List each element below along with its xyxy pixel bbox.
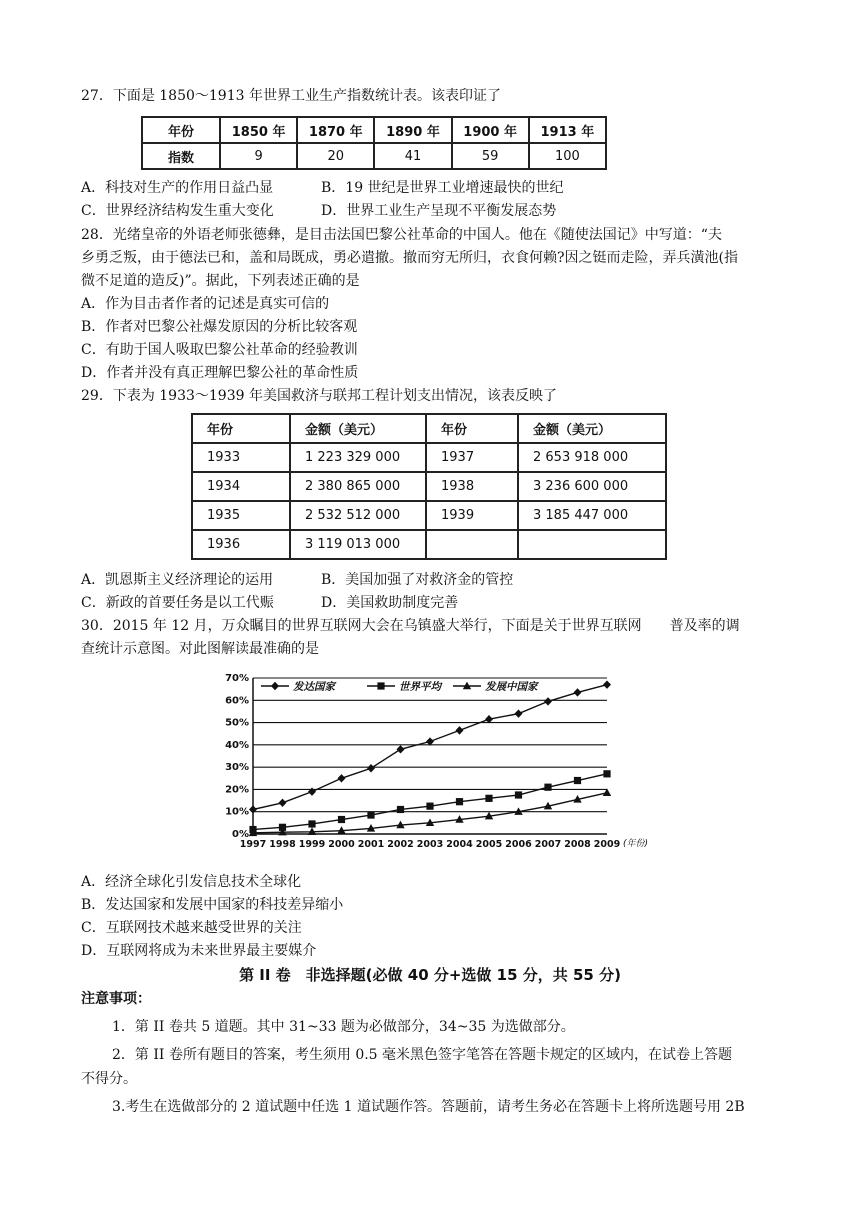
y-tick-label: 0% xyxy=(232,829,249,840)
table-cell: 1 223 329 000 xyxy=(290,443,426,472)
table-cell: 9 xyxy=(220,143,297,169)
series-line xyxy=(253,793,607,833)
x-tick-label: 2005 xyxy=(475,839,503,850)
y-tick-label: 30% xyxy=(225,762,249,774)
q27-option-d[interactable]: D．世界工业生产呈现不平衡发展态势 xyxy=(321,203,557,219)
legend-label: 发展中国家 xyxy=(485,681,538,693)
data-point xyxy=(515,709,523,717)
chart-legend xyxy=(261,680,540,693)
q30-option-c[interactable]: C．互联网技术越来越受世界的关注 xyxy=(81,920,302,936)
data-point xyxy=(603,770,610,777)
x-tick-label: 2003 xyxy=(416,839,444,850)
q30-option-d[interactable]: D．互联网将成为未来世界最主要媒介 xyxy=(81,943,317,959)
x-tick-label: 2001 xyxy=(357,839,385,850)
y-tick-label: 40% xyxy=(225,739,249,751)
table-header-cell: 1913 年 xyxy=(529,117,606,143)
q27-table xyxy=(141,116,607,170)
y-tick-label: 10% xyxy=(225,806,249,818)
table-row xyxy=(192,501,666,530)
table-row xyxy=(192,443,666,472)
q28-stem-line-3: 微不足道的造反)”。据此，下列表述正确的是 xyxy=(81,273,360,289)
table-cell: 20 xyxy=(297,143,374,169)
q27-stem: 27．下面是 1850～1913 年世界工业生产指数统计表。该表印证了 xyxy=(81,88,501,104)
q29-options-row-1 xyxy=(81,570,513,590)
notice-label: 注意事项： xyxy=(81,991,151,1007)
table-cell xyxy=(426,530,518,559)
table-cell xyxy=(518,530,666,559)
table-cell: 1938 xyxy=(426,472,518,501)
q28-option-d[interactable]: D．作者并没有真正理解巴黎公社的革命性质 xyxy=(81,365,359,381)
x-tick-label: 1997 xyxy=(239,839,267,850)
x-tick-label: 2000 xyxy=(328,839,355,850)
x-tick-label: 1999 xyxy=(298,839,326,850)
q30-stem-line-2: 查统计示意图。对此图解读最准确的是 xyxy=(81,641,319,657)
data-point xyxy=(377,682,384,689)
notice-item-2: 2．第 II 卷所有题目的答案，考生须用 0.5 毫米黑色签字笔答在答题卡规定的区域内，在试卷上答题 xyxy=(112,1047,733,1063)
table-header-cell: 金额（美元） xyxy=(290,414,426,443)
table-cell: 1933 xyxy=(192,443,290,472)
data-point xyxy=(338,816,345,823)
table-header-cell: 1890 年 xyxy=(374,117,451,143)
data-point xyxy=(544,784,551,791)
data-point xyxy=(308,787,316,795)
notice-item-1: 1．第 II 卷共 5 道题。其中 31~33 题为必做部分，34~35 为选做部分。 xyxy=(112,1019,575,1035)
internet-penetration-chart xyxy=(215,668,655,854)
table-cell: 1936 xyxy=(192,530,290,559)
table-cell: 1935 xyxy=(192,501,290,530)
data-point xyxy=(574,688,582,696)
table-header-cell: 年份 xyxy=(192,414,290,443)
x-tick-label: 1998 xyxy=(269,839,296,850)
data-point xyxy=(485,795,492,802)
data-point xyxy=(574,777,581,784)
y-tick-label: 50% xyxy=(225,717,249,729)
q27-options-row-2 xyxy=(81,201,556,221)
table-cell: 1939 xyxy=(426,501,518,530)
x-tick-label: 2009 xyxy=(593,839,621,850)
q29-option-b[interactable]: B．美国加强了对救济金的管控 xyxy=(321,572,514,588)
q27-option-a[interactable]: A．科技对生产的作用日益凸显 xyxy=(81,180,274,196)
q28-stem-line-2: 乡勇乏叛，由于德法已和，盖和局既成，勇必遣撤。撤而穷无所归，衣食何赖?因之铤而走险，弄兵潢池(指 xyxy=(81,250,738,266)
table-cell: 41 xyxy=(374,143,451,169)
data-point xyxy=(456,726,464,734)
q29-option-c[interactable]: C．新政的首要任务是以工代赈 xyxy=(81,595,274,611)
legend-item xyxy=(367,680,443,693)
x-tick-label: 2002 xyxy=(387,839,414,850)
table-row xyxy=(192,530,666,559)
q29-option-d[interactable]: D．美国救助制度完善 xyxy=(321,595,459,611)
table-header-cell: 1870 年 xyxy=(297,117,374,143)
q30-option-b[interactable]: B．发达国家和发展中国家的科技差异缩小 xyxy=(81,897,344,913)
data-point xyxy=(515,791,522,798)
table-cell: 3 236 600 000 xyxy=(518,472,666,501)
data-point xyxy=(367,811,374,818)
x-tick-label: 2008 xyxy=(564,839,591,850)
q29-stem: 29．下表为 1933～1939 年美国救济与联邦工程计划支出情况，该表反映了 xyxy=(81,388,557,404)
q28-stem-line-1: 28．光绪皇帝的外语老师张德彝，是目击法国巴黎公社革命的中国人。他在《随使法国记》中写道：“夫 xyxy=(81,227,722,243)
table-cell: 指数 xyxy=(142,143,220,169)
q29-options-row-2 xyxy=(81,593,458,613)
q27-option-c[interactable]: C．世界经济结构发生重大变化 xyxy=(81,203,274,219)
data-point xyxy=(308,820,315,827)
data-point xyxy=(338,774,346,782)
data-point xyxy=(249,805,257,813)
data-point xyxy=(426,803,433,810)
q28-option-c[interactable]: C．有助于国人吸取巴黎公社革命的经验教训 xyxy=(81,342,358,358)
data-point xyxy=(603,680,611,688)
table-header-cell: 金额（美元） xyxy=(518,414,666,443)
data-point xyxy=(544,697,552,705)
y-axis-ticks xyxy=(225,673,249,840)
y-tick-label: 60% xyxy=(225,695,249,707)
table-cell: 3 119 013 000 xyxy=(290,530,426,559)
table-header-cell: 1850 年 xyxy=(220,117,297,143)
table-cell: 100 xyxy=(529,143,606,169)
table-row xyxy=(142,143,606,169)
table-header-cell: 年份 xyxy=(426,414,518,443)
section-2-title: 第 II 卷 非选择题(必做 40 分+选做 15 分，共 55 分) xyxy=(239,966,621,984)
x-axis-ticks xyxy=(240,839,620,850)
table-row xyxy=(192,472,666,501)
x-tick-label: 2006 xyxy=(505,839,532,850)
table-cell: 2 653 918 000 xyxy=(518,443,666,472)
x-tick-label: 2007 xyxy=(534,839,562,850)
legend-item xyxy=(453,680,540,693)
notice-item-3: 3.考生在选做部分的 2 道试题中任选 1 道试题作答。答题前，请考生务必在答题卡上将所选题号用 2B xyxy=(112,1099,745,1115)
y-tick-label: 70% xyxy=(225,673,249,684)
series-line xyxy=(253,685,607,810)
data-point xyxy=(397,745,405,753)
legend-item xyxy=(261,680,337,693)
q27-option-b[interactable]: B．19 世纪是世界工业增速最快的世纪 xyxy=(321,180,564,196)
data-point xyxy=(456,798,463,805)
data-point xyxy=(271,682,279,690)
legend-label: 发达国家 xyxy=(293,681,335,693)
table-row xyxy=(192,414,666,443)
table-header-cell: 年份 xyxy=(142,117,220,143)
q30-stem-line-1: 30．2015 年 12 月，万众瞩目的世界互联网大会在乌镇盛大举行，下面是关于世界互联网 普及率的调 xyxy=(81,618,740,634)
data-point xyxy=(397,806,404,813)
legend-label: 世界平均 xyxy=(399,681,441,693)
y-tick-label: 20% xyxy=(225,784,249,796)
table-cell: 1937 xyxy=(426,443,518,472)
x-tick-label: 2004 xyxy=(446,839,473,850)
table-cell: 59 xyxy=(452,143,529,169)
data-point xyxy=(279,799,287,807)
table-cell: 2 532 512 000 xyxy=(290,501,426,530)
chart-series xyxy=(249,680,611,836)
table-cell: 1934 xyxy=(192,472,290,501)
table-header-cell: 1900 年 xyxy=(452,117,529,143)
q29-table xyxy=(191,413,667,560)
x-axis-unit: (年份) xyxy=(623,839,649,849)
notice-item-2-continued: 不得分。 xyxy=(81,1071,137,1087)
q27-options-row-1 xyxy=(81,178,564,198)
q28-option-b[interactable]: B．作者对巴黎公社爆发原因的分析比较客观 xyxy=(81,319,358,335)
table-cell: 3 185 447 000 xyxy=(518,501,666,530)
table-cell: 2 380 865 000 xyxy=(290,472,426,501)
q29-option-a[interactable]: A．凯恩斯主义经济理论的运用 xyxy=(81,572,274,588)
chart-grid xyxy=(253,678,607,834)
data-point xyxy=(367,764,375,772)
table-row xyxy=(142,117,606,143)
q28-option-a[interactable]: A．作为目击者作者的记述是真实可信的 xyxy=(81,296,330,312)
q30-option-a[interactable]: A．经济全球化引发信息技术全球化 xyxy=(81,874,302,890)
